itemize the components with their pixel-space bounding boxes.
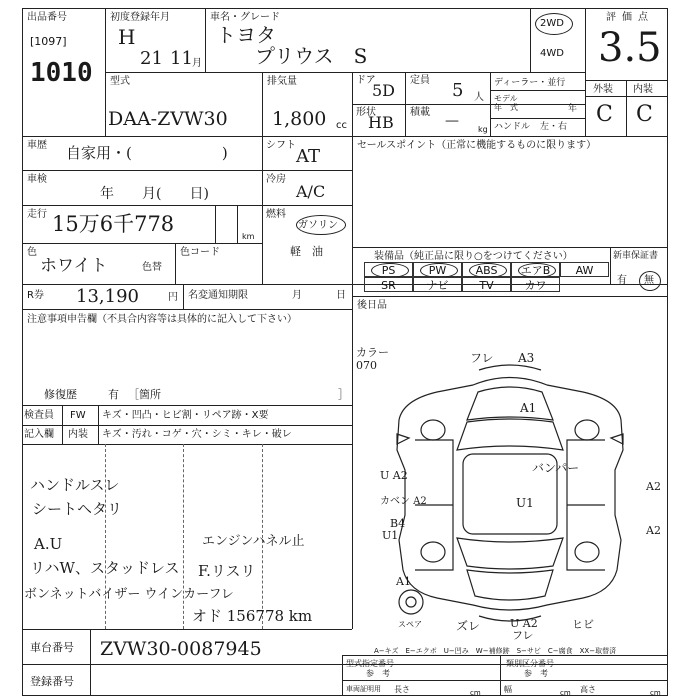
divider [205, 8, 206, 72]
chassis-label: 車台番号 [30, 641, 74, 654]
equipment-item: エアB [511, 262, 560, 277]
damage-mark: A2 [646, 480, 661, 493]
lot-label: 出品番号 [27, 12, 67, 23]
load-value: — [445, 113, 459, 129]
equipment-circle [371, 263, 409, 278]
displacement: 1,800 [272, 108, 327, 130]
divider [237, 205, 238, 243]
divider [62, 405, 63, 444]
nox-month: 月 [292, 290, 302, 301]
int-grade: C [636, 102, 653, 127]
equipment-item: PW [413, 262, 462, 277]
divider [98, 405, 99, 444]
divider [22, 205, 352, 206]
equipment-circle [420, 263, 458, 278]
damage-mark: バンパー [532, 461, 580, 475]
reg-month: 11 [170, 48, 193, 69]
inspector-label-2: 記入欄 [24, 429, 54, 440]
damage-mark: U1 [382, 529, 399, 542]
equipment-circle [518, 263, 556, 278]
divider [530, 8, 531, 72]
score-value: 3.5 [598, 25, 662, 71]
rear-seat-label: 後日品 [357, 300, 387, 311]
disp-label: 排気量 [267, 76, 297, 87]
inspect-value: 年 月( 日) [100, 186, 209, 202]
score-label: 評価点 [606, 12, 654, 23]
ac-label: 冷房 [266, 174, 286, 185]
divider [262, 136, 263, 284]
divider [610, 247, 611, 284]
divider [262, 72, 263, 136]
mileage-value: 15万6千778 [52, 212, 175, 236]
repair-value: 有 [108, 388, 119, 401]
length-label: 長さ [394, 685, 410, 694]
divider [215, 205, 216, 243]
warranty-no: 無 [644, 275, 654, 286]
divider [22, 405, 352, 406]
width-unit: cm [560, 689, 571, 697]
inspector-label-1: 検査員 [24, 410, 54, 421]
shape-label: 形状 [356, 107, 376, 118]
shift-value: AT [296, 146, 321, 167]
divider [22, 284, 668, 285]
color-change-label: 色替 [142, 262, 162, 273]
int-label: 内装 [633, 84, 653, 95]
remark-line-1: ハンドルスレ [30, 476, 120, 494]
fuel-gas: ガソリン [298, 220, 338, 231]
divider [500, 655, 501, 696]
damage-mark: U1 [516, 496, 534, 510]
equipment-circle [469, 263, 507, 278]
divider [352, 296, 668, 297]
divider [183, 284, 184, 309]
year-unit: 年 [568, 104, 578, 114]
damage-mark: フレ [512, 629, 534, 642]
cap-unit: 人 [474, 92, 484, 103]
repair-label: 修復歴 [44, 388, 77, 401]
cert-type-label: 型式指定番号 [346, 659, 394, 668]
color-code-label: 色コード [180, 247, 220, 258]
nox-label: 名変通知期限 [188, 290, 248, 301]
remark-right-2: F.リスリ [198, 562, 256, 580]
diagram-color-note: カラー 070 [356, 346, 389, 372]
spare-label: スペア [398, 620, 422, 629]
divider [22, 243, 262, 244]
divider [175, 243, 176, 284]
recycle-value: 13,190 [76, 286, 139, 307]
recycle-unit: 円 [168, 292, 178, 303]
equipment-item: カワ [511, 277, 560, 292]
nox-day: 日 [336, 290, 346, 301]
damage-mark: カベン A2 [380, 496, 427, 507]
damage-mark: ヒビ [572, 618, 594, 631]
remark-line-3: A.U [34, 535, 63, 553]
divider [90, 629, 91, 696]
damage-mark: ズレ [456, 619, 481, 633]
damage-mark: A3 [518, 351, 535, 365]
class-label: 類別区分番号 [506, 659, 554, 668]
warranty-label: 新車保証書 [613, 251, 659, 261]
damage-mark: U A2 [380, 469, 408, 482]
remark-right-3: オド 156778 km [192, 607, 313, 625]
lot-number: 1010 [30, 58, 93, 88]
drive-2wd: 2WD [540, 18, 564, 29]
drive-4wd: 4WD [540, 48, 564, 59]
divider [22, 309, 352, 310]
damage-mark: B4 [390, 517, 406, 530]
divider [352, 104, 585, 105]
repair-location: ［箇所 [128, 388, 161, 401]
reg-era: H [118, 25, 136, 49]
remark-line-4: リハW、スタッドレス [30, 559, 180, 577]
divider [22, 170, 352, 171]
usage-value: 自家用・( ) [66, 144, 228, 162]
cap-label: 定員 [410, 75, 430, 86]
remark-line-2: シートヘタリ [32, 500, 123, 518]
divider [626, 80, 627, 136]
repair-close: ］ [338, 388, 349, 401]
fuel-label: 燃料 [266, 209, 286, 220]
equipment-item: ABS [462, 262, 511, 277]
height-label: 高さ [580, 685, 596, 694]
handle-label: ハンドル [494, 122, 531, 132]
cert-type-ref: 参 考 [366, 669, 390, 678]
width-label: 幅 [504, 685, 512, 694]
mileage-unit: km [242, 232, 255, 241]
model-grade: プリウス S [255, 44, 368, 68]
reg-year: 21 [140, 48, 163, 69]
divider [22, 664, 668, 665]
shape: HB [368, 113, 394, 132]
divider [352, 296, 353, 314]
divider [22, 425, 352, 426]
capacity: 5 [452, 80, 464, 101]
divider [352, 247, 668, 248]
type-label: 型式 [110, 76, 130, 87]
plate-label: 登録番号 [30, 675, 74, 688]
divider [22, 136, 668, 137]
ext-label: 外装 [593, 84, 613, 95]
chassis-value: ZVW30-0087945 [100, 638, 262, 660]
divider [22, 444, 352, 445]
color-value: ホワイト [40, 256, 108, 276]
handle-options: 左・右 [540, 122, 568, 132]
damage-mark: U A2 [510, 617, 538, 630]
fuel-diesel: 軽 油 [290, 245, 323, 258]
recycle-label: R券 [27, 290, 44, 301]
color-label: 色 [27, 247, 37, 258]
model-code: DAA-ZVW30 [108, 108, 228, 130]
equipment-item: TV [462, 277, 511, 292]
ext-grade: C [596, 102, 613, 127]
remark-line-5: ボンネットバイザー ウインカーフレ [24, 587, 234, 602]
reg-month-unit: 月 [192, 58, 202, 69]
divider [342, 680, 668, 681]
warranty-yes: 有 [617, 275, 627, 286]
divider [585, 8, 586, 136]
name-label: 車名・グレード [210, 12, 280, 23]
damage-legend: A−キズ E−エクボ U−凹み W−補修跡 S−サビ C−腐食 XX−取替済 [374, 647, 617, 655]
equipment-label: 装備品（純正品に限り○をつけてください） [374, 251, 573, 262]
mileage-label: 走行 [27, 209, 47, 220]
fw-label: FW [70, 410, 86, 421]
damage-mark: フレ [470, 351, 494, 365]
reg-cert-label: 車両証明用 [346, 685, 381, 693]
damage-mark: A1 [520, 401, 537, 415]
reg-label: 初度登録年月 [110, 12, 170, 23]
damage-mark: A1 [396, 575, 411, 588]
divider [352, 136, 353, 284]
disp-unit: cc [336, 120, 347, 131]
equipment-item: ナビ [413, 277, 462, 292]
load-label: 積載 [410, 107, 430, 118]
equipment-item: PS [364, 262, 413, 277]
divider [490, 118, 585, 119]
int-items: キズ・汚れ・コゲ・穴・シミ・キレ・破レ [102, 429, 292, 440]
model-year-label: モデル 年 式 [494, 94, 518, 112]
dealer-label: ディーラー・並行 [494, 78, 566, 88]
divider [105, 72, 585, 73]
equipment-item: AW [560, 262, 609, 277]
door-label: ドア [356, 75, 376, 86]
inspect-label: 車検 [27, 174, 47, 185]
length-unit: cm [470, 689, 481, 697]
divider [342, 655, 343, 696]
divider [342, 655, 668, 656]
notes-label: 注意事項申告欄（不具合内容等は具体的に記入して下さい） [27, 314, 297, 325]
damage-mark: A2 [646, 524, 661, 537]
lot-code: [1097] [30, 35, 67, 48]
usage-label: 車歴 [27, 140, 47, 151]
divider [22, 629, 352, 630]
remark-right-1: エンジンハネル止 [202, 534, 305, 549]
shift-label: シフト [266, 140, 296, 151]
class-ref: 参 考 [524, 669, 548, 678]
load-unit: kg [478, 125, 488, 134]
selling-label: セールスポイント（正常に機能するものに限ります） [357, 140, 597, 151]
equipment-item: SR [364, 277, 413, 292]
int-label: 内装 [68, 429, 88, 440]
doors: 5D [372, 81, 396, 100]
divider [490, 90, 585, 91]
maker: トヨタ [216, 23, 276, 47]
fw-items: キズ・凹凸・ヒビ割・リペア跡・X要 [102, 410, 269, 421]
ac-value: A/C [296, 182, 326, 201]
height-unit: cm [650, 689, 661, 697]
